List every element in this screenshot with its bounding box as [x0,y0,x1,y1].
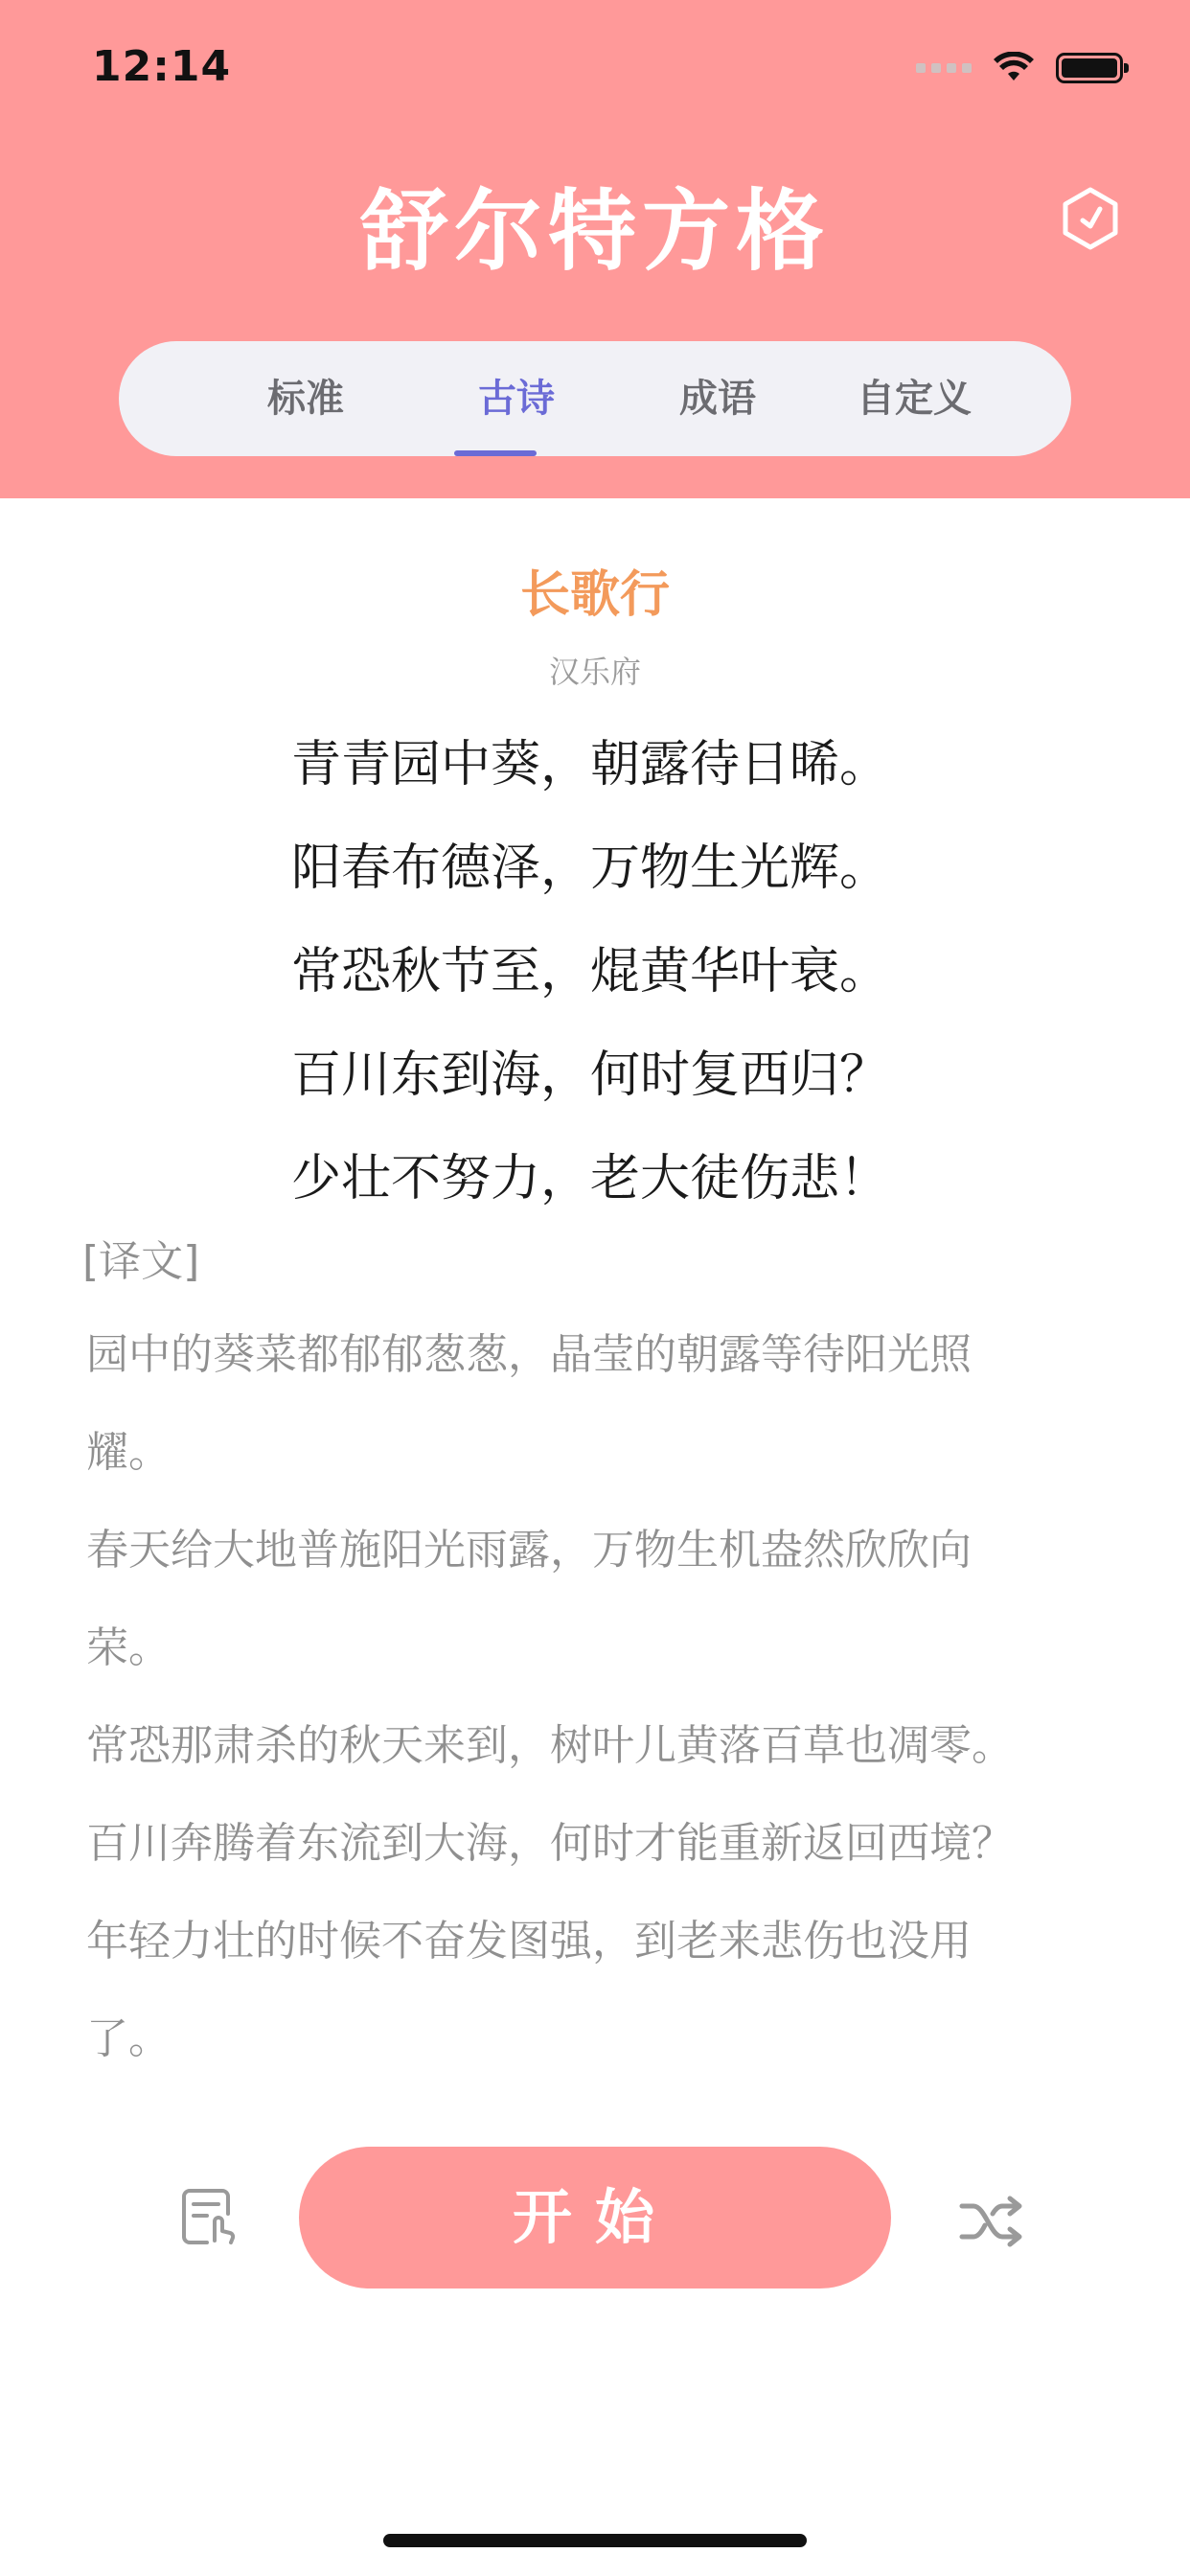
battery-icon [1056,53,1123,83]
home-indicator [383,2534,807,2547]
tab-custom[interactable]: 自定义 [857,377,972,421]
tab-idioms[interactable]: 成语 [679,377,756,421]
poem-line: 百川东到海，何时复西归？ [291,1046,890,1104]
translation-line: 了。 [86,2014,171,2063]
start-button[interactable]: 开始 [299,2147,891,2288]
translation-line: 园中的葵菜都郁郁葱葱，晶莹的朝露等待阳光照 [86,1330,972,1379]
tab-poems[interactable]: 古诗 [478,377,555,421]
poem-body [291,728,889,1246]
document-touch-icon[interactable] [178,2185,241,2248]
cellular-signal-icon [916,63,972,73]
poem-line: 常恐秋节至，焜黄华叶衰。 [291,943,890,1000]
stopwatch-hex-icon[interactable] [1056,184,1125,253]
tab-standard[interactable]: 标准 [267,377,344,421]
translation-heading: [译文] [82,1237,200,1286]
translation-line: 常恐那肃杀的秋天来到，树叶儿黄落百草也凋零。 [86,1721,1014,1770]
active-tab-indicator [454,450,537,456]
status-icons [916,52,1123,84]
translation-body [86,1319,1121,2101]
wifi-icon [993,52,1035,84]
poem-line: 阳春布德泽，万物生光辉。 [291,840,890,897]
translation-line: 春天给大地普施阳光雨露，万物生机盎然欣欣向 [86,1526,972,1575]
shuffle-icon[interactable] [958,2193,1027,2250]
app-title: 舒尔特方格 [359,180,830,283]
mode-tabs [119,341,1071,456]
translation-line: 荣。 [86,1623,171,1672]
poem-line: 少壮不努力，老大徒伤悲！ [291,1150,890,1208]
poem-author: 汉乐府 [548,654,641,690]
translation-line: 年轻力壮的时候不奋发图强，到老来悲伤也没用 [86,1917,972,1966]
poem-line: 青青园中葵，朝露待日晞。 [291,736,890,794]
status-time: 12:14 [92,42,232,91]
header-bar [0,0,1190,498]
poem-title: 长歌行 [519,566,670,624]
translation-line: 百川奔腾着东流到大海，何时才能重新返回西境？ [86,1819,1014,1868]
translation-line: 耀。 [86,1428,171,1477]
